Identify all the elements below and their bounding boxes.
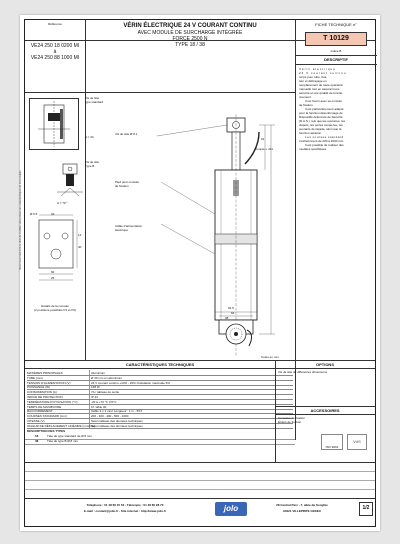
descriptif-line: remplacement de toute opération bbox=[299, 83, 344, 87]
divider bbox=[25, 368, 295, 369]
divider bbox=[27, 423, 293, 424]
descriptif-line: (D.A.S.), tels que les exutoires, les bbox=[299, 119, 346, 123]
descriptif-line: Il est particulièrement adapté bbox=[305, 107, 344, 111]
spec-label: TUBE (mm) bbox=[27, 375, 43, 380]
reference-code-to-label: à bbox=[53, 49, 57, 55]
callout-console-foot: Pied pour console de fixation bbox=[115, 180, 140, 188]
document-subtitle: AVEC MODULE DE SURCHARGE INTÉGRÉE bbox=[137, 30, 243, 36]
company-logo-text: jolo bbox=[223, 504, 239, 513]
divider bbox=[25, 489, 375, 490]
spec-value: Selon tableau des données techniques bbox=[91, 423, 143, 428]
dimension-angle-label: A = 70 ° bbox=[57, 201, 68, 205]
divider bbox=[27, 404, 293, 405]
divider bbox=[25, 439, 295, 440]
accessory-item: Consoles de fixation bbox=[278, 416, 306, 420]
reference-code-from: VE24 250 18 0200 MI bbox=[30, 43, 80, 49]
console-dim-a: 14 bbox=[78, 233, 82, 237]
divider bbox=[25, 471, 375, 472]
rod-type-b-drawing bbox=[55, 160, 85, 202]
divider bbox=[25, 92, 295, 93]
units-label: Cotes en mm bbox=[261, 355, 279, 359]
descriptif-line: Vérin électrique bbox=[299, 67, 336, 71]
callout-rod-screw: Vis de tête Ø 8.1 bbox=[115, 132, 138, 136]
types-title: DESCRIPTION DES TYPES bbox=[27, 429, 66, 433]
spec-label: COURSES STANDARD (mm) bbox=[27, 414, 67, 419]
options-text: Vis de tête de différentes dimensions bbox=[278, 370, 328, 374]
reference-label: Référence bbox=[48, 22, 62, 26]
dim-61: 61 bbox=[261, 137, 265, 141]
spec-value: IP 44 bbox=[91, 395, 98, 399]
dim-91-5: 91.5 bbox=[228, 306, 234, 310]
console-caption: Détails de la console (2 positions possibles P1 et P2) bbox=[33, 304, 77, 312]
edition-label: indice B bbox=[330, 49, 342, 53]
descriptif-line: s'échelonnent de 200 à 1000 mm. bbox=[299, 139, 345, 143]
divider bbox=[25, 498, 375, 499]
document-title: VÉRIN ÉLECTRIQUE 24 V COURANT CONTINU bbox=[123, 23, 257, 29]
descriptif-line: sécurité et une qualité de fonctio- bbox=[299, 91, 344, 95]
divider bbox=[27, 399, 293, 400]
page-number: 1/2 bbox=[362, 505, 370, 511]
spec-label: TEMPÉRATURE D'UTILISATION (°C) bbox=[27, 399, 78, 404]
spec-value: 7A / tableau de sortie bbox=[91, 390, 120, 395]
divider bbox=[27, 413, 293, 414]
rod-type-b-label: Vis de tête Type B bbox=[85, 160, 100, 168]
divider bbox=[25, 480, 375, 481]
spec-label: PUISSANCE (W) bbox=[27, 385, 51, 390]
divider bbox=[295, 20, 296, 440]
divider bbox=[27, 375, 293, 376]
descriptif-text bbox=[299, 67, 373, 151]
spec-value: 200 - 300 - 400 - 500 - 1000 bbox=[91, 414, 129, 419]
spec-value: Ø 40 mm en aluminium bbox=[91, 375, 123, 380]
console-dim-d: 25 bbox=[51, 276, 55, 280]
spec-label: RACCORDEMENT bbox=[27, 409, 53, 414]
descriptif-line: clapets, les portes coupe-feu, les bbox=[299, 123, 343, 127]
sheet-number: T 10129 bbox=[323, 35, 349, 42]
footer-address-line2: 93421 VILLEPINTE CEDEX bbox=[283, 509, 321, 513]
descriptif-line: teur et débrayage en bbox=[299, 79, 327, 83]
descriptif-line: Dispositifs Actionnés de Sécurité bbox=[299, 115, 343, 119]
divider bbox=[295, 55, 377, 56]
descriptif-line: Il est possible de réaliser des bbox=[305, 143, 344, 147]
divider bbox=[27, 409, 293, 410]
descriptif-line: 24 V courant continu bbox=[299, 71, 347, 75]
accessory-item: Étriers de fixation bbox=[278, 420, 302, 424]
divider bbox=[25, 462, 375, 463]
spec-value: -20 à +70 °C t=5°C bbox=[91, 399, 117, 404]
footer-email: E-mail : contact@jolio.fr - Site internet : http://www.jolio.fr bbox=[83, 509, 167, 513]
divider bbox=[27, 389, 293, 390]
divider bbox=[25, 360, 375, 361]
descriptif-line: fonction aération. bbox=[299, 131, 323, 135]
divider bbox=[275, 368, 375, 369]
console-dim-width: 32 bbox=[51, 212, 55, 216]
descriptif-title: DESCRIPTIF bbox=[324, 57, 348, 62]
spec-label: TENSION D'ALIMENTATION (V) bbox=[27, 380, 71, 385]
divider bbox=[295, 64, 377, 65]
console-drawing bbox=[29, 210, 85, 296]
type-label: TYPE 18 / 38 bbox=[175, 42, 205, 48]
sheet-label: FICHE TECHNIQUE n° bbox=[315, 22, 357, 27]
spec-label: VITESSE (V) bbox=[27, 419, 45, 423]
divider bbox=[275, 414, 375, 415]
spec-value: Cf. table 00 bbox=[91, 404, 107, 409]
footer-phone: Téléphone : 01 48 60 15 53 - Télécopie : 01 48 60 28 73 bbox=[86, 503, 164, 507]
descriptif-line: manuelle tout en assurant une bbox=[299, 87, 340, 91]
spec-label: VALEUR DE DÉPLACEMENT LINÉAIRE (mm/min) bbox=[27, 423, 96, 428]
dim-38: 38 bbox=[225, 316, 229, 320]
spec-value: Aluminium bbox=[91, 371, 106, 375]
console-dim-b: 40 bbox=[78, 245, 82, 249]
spec-value: Câble 2 x 1 mm² Longueur : 1 m - 5ST bbox=[91, 409, 143, 414]
descriptif-line: pour la fonction désenfumage de bbox=[299, 111, 343, 115]
document-sheet bbox=[20, 15, 380, 531]
type-description: Tête de type B Ø 8 mm bbox=[47, 439, 79, 443]
callout-power-cable: Câble d'alimentation électrique bbox=[115, 224, 143, 232]
specs-table bbox=[27, 370, 293, 434]
divider bbox=[27, 428, 293, 429]
descriptif-line: modèles spécifiques. bbox=[299, 147, 328, 151]
sheet-frame bbox=[19, 19, 376, 527]
descriptif-line: de fixation. bbox=[299, 103, 314, 107]
type-description: Tête de type standard de Ø 8 mm bbox=[47, 434, 92, 438]
divider bbox=[25, 444, 295, 445]
divider bbox=[27, 394, 293, 395]
dim-stroke-plus: Course + 411 bbox=[255, 147, 273, 151]
legal-side-note: Nous nous réservons le droit de modifier sans préavis les caractéristiques de nos produits bbox=[19, 170, 22, 270]
dim-64: 64 bbox=[231, 311, 235, 315]
specs-title: CARACTÉRISTIQUES TECHNIQUES bbox=[125, 362, 195, 367]
rod-standard-view bbox=[29, 98, 79, 150]
divider bbox=[85, 92, 86, 360]
type-code: 18 bbox=[35, 434, 39, 438]
divider bbox=[275, 406, 375, 407]
spec-label: CONSOMMATION (A) bbox=[27, 390, 57, 395]
vds-label: VdS bbox=[353, 439, 361, 444]
descriptif-line: Les courses standard bbox=[305, 135, 344, 139]
descriptif-line: ouvrants de façade, ainsi que la bbox=[299, 127, 342, 131]
type-code: 38 bbox=[35, 439, 39, 443]
divider bbox=[27, 385, 293, 386]
console-dim-hole: Ø 6.5 bbox=[30, 212, 38, 216]
spec-value: 24 V courant continu +10% - 20% Ondulation maximale 5% bbox=[91, 380, 170, 385]
divider bbox=[27, 380, 293, 381]
reference-code-to: VE24 250 88 1000 MI bbox=[30, 55, 80, 61]
footer-address-line1: 28 Central Parc - 7, allée du Songhie bbox=[276, 503, 328, 507]
spec-label: INDICE DE PROTECTION bbox=[27, 395, 63, 399]
rod-standard-drawing bbox=[30, 99, 78, 149]
force-value: FORCE 2500 N bbox=[172, 36, 208, 42]
descriptif-line: Il est fourni avec sa console bbox=[305, 99, 343, 103]
spec-value: Selon tableau des données techniques bbox=[91, 419, 143, 423]
console-dim-c: 60 bbox=[51, 270, 55, 274]
spec-value: 168 W bbox=[91, 385, 100, 390]
descriptif-line: nnement. bbox=[299, 95, 312, 99]
iso-label: ISO 9001 bbox=[325, 445, 339, 449]
accessories-title: ACCESSOIRES bbox=[310, 408, 340, 413]
divider bbox=[27, 418, 293, 419]
rod-standard-label: Vis de tête type standard bbox=[85, 96, 104, 104]
dimension-a-label: A = 34 bbox=[85, 135, 94, 139]
options-title: OPTIONS bbox=[315, 362, 334, 367]
spec-label: TEMPS DE MANŒUVRE bbox=[27, 404, 62, 409]
spec-label: MATIÈRES PRINCIPALES bbox=[27, 371, 63, 375]
descriptif-line: corps pour tube, fixa- bbox=[299, 75, 328, 79]
